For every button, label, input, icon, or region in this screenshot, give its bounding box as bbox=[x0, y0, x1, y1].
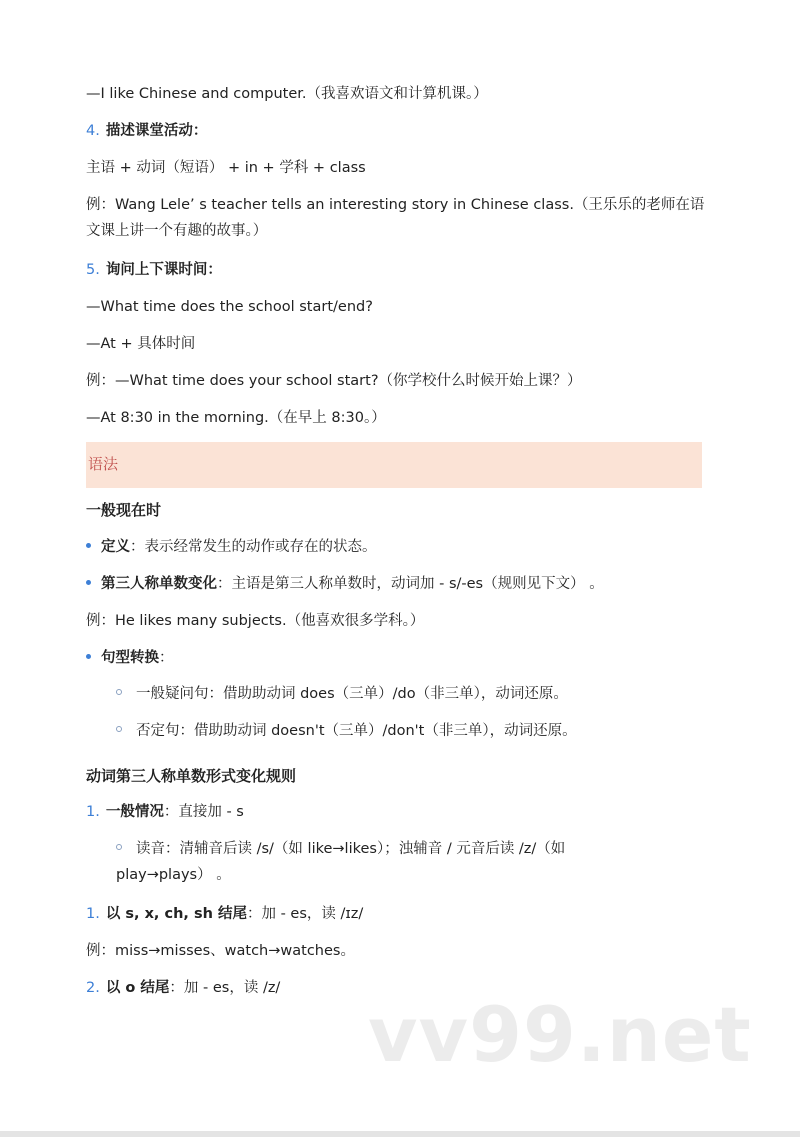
rule-text: ：加 - es，读 /z/ bbox=[169, 980, 281, 996]
bullet-label: 第三人称单数变化 bbox=[101, 576, 217, 592]
list-number: 1. bbox=[86, 906, 100, 922]
sub-bullet-text: 否定句：借助助动词 doesn't（三单）/don't（非三单），动词还原。 bbox=[136, 723, 577, 739]
text-line: 主语 + 动词（短语） + in + 学科 + class bbox=[86, 160, 366, 176]
sub-bullet-item bbox=[116, 836, 656, 888]
bullet-icon bbox=[86, 654, 91, 659]
rule-label: 一般情况 bbox=[105, 804, 164, 820]
text-line: 例：miss→misses、watch→watches。 bbox=[86, 943, 355, 959]
sub-bullet-icon bbox=[116, 689, 122, 695]
text-line: 例：He likes many subjects.（他喜欢很多学科。） bbox=[86, 613, 425, 629]
heading-text: 描述课堂活动： bbox=[105, 123, 208, 139]
list-number: 4. bbox=[86, 123, 100, 139]
bullet-text: ：表示经常发生的动作或存在的状态。 bbox=[130, 539, 377, 555]
rules-heading: 动词第三人称单数形式变化规则 bbox=[86, 767, 297, 785]
bullet-item bbox=[86, 535, 706, 559]
rule-label: 以 o 结尾 bbox=[105, 980, 170, 996]
section-title: 语法 bbox=[88, 455, 119, 473]
sub-bullet-icon bbox=[116, 726, 122, 732]
section-header bbox=[86, 442, 702, 488]
sub-bullet-item bbox=[116, 682, 736, 706]
sub-bullet-item bbox=[116, 719, 736, 743]
text-line: —What time does the school start/end? bbox=[86, 299, 373, 315]
bullet-label: 句型转换 bbox=[101, 650, 159, 666]
rule-text: ：加 - es，读 /ɪz/ bbox=[246, 906, 364, 922]
bullet-label: 定义 bbox=[101, 539, 130, 555]
text-line: —I like Chinese and computer.（我喜欢语文和计算机课。） bbox=[86, 86, 488, 102]
example-paragraph: 例：Wang Lele’ s teacher tells an interesting story in Chinese class.（王乐乐的老师在语文课上讲一个有趣的故事。） bbox=[86, 197, 705, 239]
rule-label: 以 s, x, ch, sh 结尾 bbox=[105, 906, 247, 922]
text-line: —At + 具体时间 bbox=[86, 336, 196, 352]
sub-bullet-text: 一般疑问句：借助助动词 does（三单）/do（非三单），动词还原。 bbox=[136, 686, 568, 702]
list-number: 2. bbox=[86, 980, 100, 996]
bullet-icon bbox=[86, 543, 91, 548]
bullet-text: ：主语是第三人称单数时，动词加 - s/-es（规则见下文） 。 bbox=[217, 576, 604, 592]
sub-bullet-icon bbox=[116, 844, 122, 850]
heading-text: 询问上下课时间： bbox=[105, 262, 222, 278]
numbered-heading bbox=[86, 902, 706, 926]
bullet-icon bbox=[86, 580, 91, 585]
page-bottom-edge bbox=[0, 1131, 800, 1137]
text-line: 例：—What time does your school start?（你学校什么时候开始上课？） bbox=[86, 373, 582, 389]
sub-bullet-text: 读音：清辅音后读 /s/（如 like→likes）；浊辅音 / 元音后读 /z/（如 play→plays） 。 bbox=[116, 841, 566, 883]
list-number: 1. bbox=[86, 804, 100, 820]
numbered-heading bbox=[86, 800, 706, 824]
watermark: vv99.net bbox=[368, 990, 752, 1079]
bullet-text: ： bbox=[159, 650, 174, 666]
grammar-heading: 一般现在时 bbox=[86, 501, 162, 519]
numbered-heading bbox=[86, 119, 706, 143]
numbered-heading bbox=[86, 258, 706, 282]
bullet-item bbox=[86, 572, 706, 596]
bullet-item bbox=[86, 646, 706, 670]
text-line: —At 8:30 in the morning.（在早上 8:30。） bbox=[86, 410, 386, 426]
rule-text: ：直接加 - s bbox=[163, 804, 244, 820]
list-number: 5. bbox=[86, 262, 100, 278]
